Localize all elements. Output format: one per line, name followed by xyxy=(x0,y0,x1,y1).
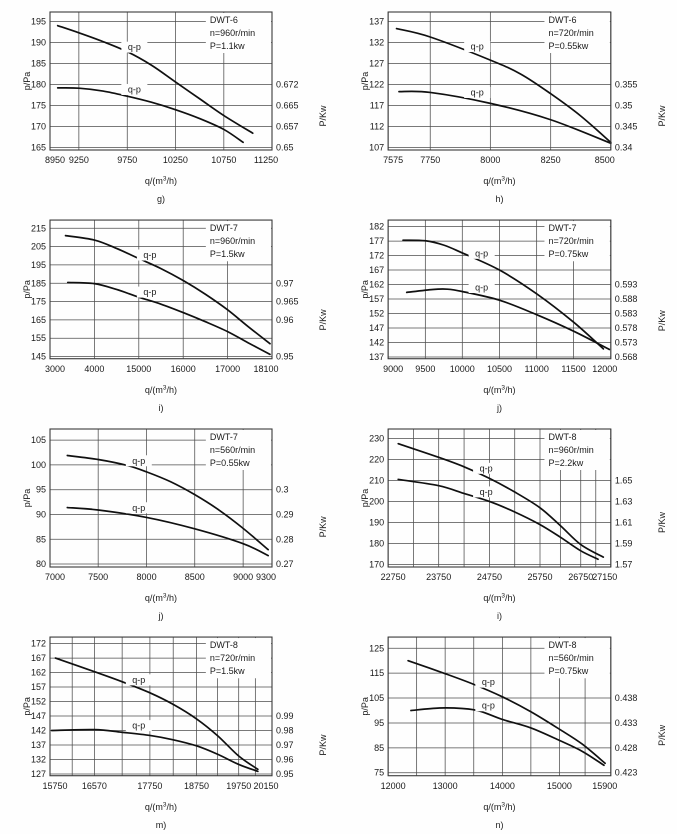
curve-label-power-curve: q-p xyxy=(479,486,493,497)
svg-text:8950: 8950 xyxy=(44,155,66,165)
y-axis-right-ticks xyxy=(276,278,299,361)
speed-label: n=720r/min xyxy=(209,653,256,664)
x-axis-label: $q/(m^3/h)$ xyxy=(483,592,516,603)
svg-text:112: 112 xyxy=(369,121,385,132)
svg-text:0.355: 0.355 xyxy=(614,79,638,90)
speed-label: n=960r/min xyxy=(209,28,256,38)
svg-text:1.57: 1.57 xyxy=(614,559,633,570)
curve-label-power-curve: q-p xyxy=(470,87,484,98)
power-curve xyxy=(68,283,270,355)
svg-text:10000: 10000 xyxy=(449,363,475,374)
y-axis-right-ticks xyxy=(615,475,633,569)
svg-text:230: 230 xyxy=(369,433,385,444)
x-axis-label: $q/(m^3/h)$ xyxy=(144,801,178,812)
chart-svg-g xyxy=(0,0,338,208)
svg-text:0.65: 0.65 xyxy=(276,142,294,153)
svg-text:0.568: 0.568 xyxy=(614,351,638,362)
y-axis-left-ticks xyxy=(31,435,46,569)
curve-label-power-curve: q-p xyxy=(143,287,157,298)
svg-text:190: 190 xyxy=(369,517,385,528)
svg-text:157: 157 xyxy=(30,682,46,693)
speed-label: n=560r/min xyxy=(548,653,594,664)
svg-text:162: 162 xyxy=(369,279,385,290)
x-axis-ticks xyxy=(383,364,617,374)
chart-svg-j2 xyxy=(0,417,338,625)
y-axis-left-title: p/Pa xyxy=(22,697,32,716)
chart-svg-i2 xyxy=(338,417,677,625)
chart-svg-j1 xyxy=(338,208,677,417)
svg-text:162: 162 xyxy=(30,667,46,678)
power-label: P=0.75kw xyxy=(548,666,589,677)
curve-label-pressure-curve: q-p xyxy=(127,42,141,53)
curve-label-power-curve: q-p xyxy=(127,84,141,95)
curve-label-pressure-curve: q-p xyxy=(470,41,484,52)
y-axis-left-title: p/Pa xyxy=(22,71,32,91)
svg-text:7750: 7750 xyxy=(420,155,441,165)
chart-svg-m xyxy=(0,625,338,834)
svg-text:0.578: 0.578 xyxy=(614,323,638,334)
svg-text:185: 185 xyxy=(30,278,46,289)
svg-text:152: 152 xyxy=(30,696,46,707)
speed-label: n=560r/min xyxy=(209,445,256,455)
figure-letter: n) xyxy=(495,819,504,830)
svg-text:1.61: 1.61 xyxy=(614,517,633,528)
curve-label-pressure-curve: q-p xyxy=(132,455,146,466)
svg-text:0.965: 0.965 xyxy=(276,296,299,307)
svg-text:117: 117 xyxy=(369,100,385,111)
svg-text:0.29: 0.29 xyxy=(276,509,294,520)
curve-label-power-curve: q-p xyxy=(481,700,495,711)
svg-text:145: 145 xyxy=(30,351,46,362)
svg-text:8000: 8000 xyxy=(136,572,157,582)
svg-text:27150: 27150 xyxy=(592,572,618,582)
svg-text:4000: 4000 xyxy=(84,363,105,374)
svg-text:132: 132 xyxy=(30,754,46,765)
svg-text:0.96: 0.96 xyxy=(276,314,294,325)
svg-text:11250: 11250 xyxy=(253,155,279,165)
power-curve xyxy=(411,708,604,765)
chart-n xyxy=(338,625,677,834)
svg-text:170: 170 xyxy=(30,121,46,132)
curve-label-pressure-curve: q-p xyxy=(143,250,157,261)
figure-letter: i) xyxy=(496,611,502,621)
svg-text:0.657: 0.657 xyxy=(276,121,299,132)
y-axis-left-ticks xyxy=(31,223,46,361)
power-curve xyxy=(407,289,610,349)
svg-text:132: 132 xyxy=(369,37,385,48)
x-axis-label: $q/(m^3/h)$ xyxy=(483,384,516,395)
x-axis-ticks xyxy=(45,364,279,374)
svg-text:142: 142 xyxy=(369,337,385,348)
speed-label: n=960r/min xyxy=(209,236,256,247)
x-axis-ticks xyxy=(381,781,618,791)
svg-text:15900: 15900 xyxy=(592,780,618,791)
svg-text:22750: 22750 xyxy=(380,572,406,582)
svg-text:8000: 8000 xyxy=(480,155,501,165)
model-label: DWT-7 xyxy=(209,432,238,442)
svg-text:8500: 8500 xyxy=(184,572,205,582)
speed-label: n=960r/min xyxy=(548,445,594,455)
svg-text:17000: 17000 xyxy=(215,363,241,374)
svg-text:100: 100 xyxy=(30,459,46,470)
x-axis-ticks xyxy=(383,155,615,165)
curve-label-pressure-curve: q-p xyxy=(475,248,489,259)
chart-i2 xyxy=(338,417,677,625)
svg-text:9500: 9500 xyxy=(415,363,436,374)
svg-text:80: 80 xyxy=(35,559,46,570)
svg-text:13000: 13000 xyxy=(432,780,458,791)
svg-text:0.423: 0.423 xyxy=(614,767,638,778)
svg-text:167: 167 xyxy=(30,653,46,664)
svg-text:17750: 17750 xyxy=(137,780,163,791)
y-axis-left-title: p/Pa xyxy=(22,488,32,508)
svg-text:1.63: 1.63 xyxy=(614,496,633,507)
y-axis-left-ticks xyxy=(369,16,384,152)
svg-text:26750: 26750 xyxy=(568,572,594,582)
curve-label-pressure-curve: q-p xyxy=(481,677,495,688)
svg-text:20150: 20150 xyxy=(253,780,279,791)
svg-text:122: 122 xyxy=(369,79,385,90)
svg-text:18100: 18100 xyxy=(253,363,279,374)
svg-text:175: 175 xyxy=(30,100,46,111)
svg-text:10250: 10250 xyxy=(162,155,188,165)
svg-text:85: 85 xyxy=(374,742,385,753)
y-axis-right-title: P/Kw xyxy=(656,105,667,127)
svg-text:0.583: 0.583 xyxy=(614,308,638,319)
svg-text:115: 115 xyxy=(369,668,385,679)
svg-text:0.97: 0.97 xyxy=(276,278,294,289)
svg-text:19750: 19750 xyxy=(226,780,252,791)
y-axis-right-title: P/Kw xyxy=(318,309,328,331)
model-label: DWT-8 xyxy=(209,640,238,651)
y-axis-left-ticks xyxy=(369,433,384,569)
svg-text:180: 180 xyxy=(369,538,385,549)
svg-text:172: 172 xyxy=(30,638,46,649)
svg-text:0.665: 0.665 xyxy=(276,100,299,111)
power-label: P=0.75kw xyxy=(548,249,589,260)
chart-svg-h xyxy=(338,0,677,208)
x-axis-ticks xyxy=(42,781,278,791)
svg-text:85: 85 xyxy=(35,534,46,545)
svg-text:0.34: 0.34 xyxy=(614,142,633,153)
model-label: DWT-8 xyxy=(548,432,577,442)
svg-text:0.95: 0.95 xyxy=(276,768,294,780)
svg-text:172: 172 xyxy=(369,250,385,261)
svg-text:7500: 7500 xyxy=(88,572,109,582)
svg-text:215: 215 xyxy=(30,223,46,234)
svg-text:15000: 15000 xyxy=(546,780,572,791)
chart-m xyxy=(0,625,338,834)
model-label: DWT-7 xyxy=(548,223,577,234)
x-axis-label: $q/(m^3/h)$ xyxy=(144,384,178,395)
speed-label: n=720r/min xyxy=(548,28,594,38)
y-axis-left-title: p/Pa xyxy=(360,280,371,299)
curve-label-pressure-curve: q-p xyxy=(132,674,146,685)
y-axis-right-title: P/Kw xyxy=(318,105,328,127)
y-axis-right-title: P/Kw xyxy=(318,734,328,756)
svg-text:7575: 7575 xyxy=(383,155,404,165)
chart-g xyxy=(0,0,338,208)
power-label: P=0.55kw xyxy=(548,41,589,51)
y-axis-left-title: p/Pa xyxy=(360,488,371,508)
svg-text:0.35: 0.35 xyxy=(614,100,633,111)
svg-text:24750: 24750 xyxy=(476,572,502,582)
svg-text:195: 195 xyxy=(30,259,46,270)
svg-text:0.98: 0.98 xyxy=(276,725,294,736)
y-axis-right-title: P/Kw xyxy=(656,310,667,332)
y-axis-left-ticks xyxy=(369,643,384,777)
curve-label-power-curve: q-p xyxy=(475,282,489,293)
svg-text:137: 137 xyxy=(369,16,385,27)
curve-label-pressure-curve: q-p xyxy=(479,463,493,474)
svg-text:107: 107 xyxy=(369,142,385,153)
svg-text:127: 127 xyxy=(369,58,385,69)
svg-text:147: 147 xyxy=(30,711,46,722)
svg-text:152: 152 xyxy=(369,308,385,319)
figure-letter: j) xyxy=(158,611,164,621)
svg-text:0.588: 0.588 xyxy=(614,294,638,305)
curve-label-power-curve: q-p xyxy=(132,502,146,513)
y-axis-left-ticks xyxy=(31,16,46,152)
power-label: P=2.2kw xyxy=(548,458,584,468)
power-curve xyxy=(58,88,243,142)
svg-text:205: 205 xyxy=(30,241,46,252)
power-label: P=0.55kw xyxy=(209,458,250,468)
svg-text:11000: 11000 xyxy=(524,363,549,374)
svg-text:0.28: 0.28 xyxy=(276,534,294,545)
x-axis-ticks xyxy=(45,155,278,165)
model-label: DWT-8 xyxy=(548,640,577,651)
svg-text:137: 137 xyxy=(369,351,385,362)
chart-j2 xyxy=(0,417,338,625)
svg-text:105: 105 xyxy=(30,435,46,446)
y-axis-right-title: P/Kw xyxy=(656,724,667,746)
svg-text:95: 95 xyxy=(35,484,46,495)
svg-text:0.3: 0.3 xyxy=(276,484,289,495)
svg-text:0.573: 0.573 xyxy=(614,337,638,348)
power-label: P=1.5kw xyxy=(209,666,245,677)
svg-text:16570: 16570 xyxy=(81,780,107,791)
figure-letter: i) xyxy=(158,402,164,413)
y-axis-left-title: p/Pa xyxy=(22,280,32,299)
power-curve xyxy=(399,91,611,143)
svg-text:142: 142 xyxy=(30,725,46,736)
x-axis-label: $q/(m^3/h)$ xyxy=(144,592,178,603)
svg-text:177: 177 xyxy=(369,236,385,247)
svg-text:12000: 12000 xyxy=(380,780,406,791)
svg-text:105: 105 xyxy=(369,693,385,704)
svg-text:8500: 8500 xyxy=(594,155,615,165)
y-axis-right-ticks xyxy=(276,711,294,779)
chart-svg-i1 xyxy=(0,208,338,417)
svg-text:9750: 9750 xyxy=(117,155,138,165)
model-label: DWT-7 xyxy=(209,223,238,234)
svg-text:95: 95 xyxy=(374,717,385,728)
x-axis-label: $q/(m^3/h)$ xyxy=(483,175,516,186)
svg-text:9250: 9250 xyxy=(68,155,89,165)
y-axis-left-title: p/Pa xyxy=(360,697,371,716)
svg-text:185: 185 xyxy=(30,58,46,69)
model-label: DWT-6 xyxy=(209,15,238,25)
x-axis-label: $q/(m^3/h)$ xyxy=(483,801,516,812)
x-axis-label: $q/(m^3/h)$ xyxy=(144,175,178,186)
y-axis-right-ticks xyxy=(615,280,638,362)
svg-text:75: 75 xyxy=(374,767,385,778)
y-axis-right-ticks xyxy=(615,693,638,778)
svg-text:0.99: 0.99 xyxy=(276,711,294,722)
svg-text:180: 180 xyxy=(30,79,46,90)
svg-text:11500: 11500 xyxy=(561,363,586,374)
svg-text:175: 175 xyxy=(30,296,46,307)
y-axis-right-title: P/Kw xyxy=(656,511,667,533)
svg-text:1.65: 1.65 xyxy=(614,475,633,486)
svg-text:165: 165 xyxy=(30,142,46,153)
svg-text:90: 90 xyxy=(35,509,46,520)
figure-letter: j) xyxy=(496,402,502,413)
svg-text:127: 127 xyxy=(30,768,46,780)
chart-i1 xyxy=(0,208,338,417)
svg-text:0.593: 0.593 xyxy=(614,279,638,290)
svg-text:0.672: 0.672 xyxy=(276,79,299,90)
svg-text:0.96: 0.96 xyxy=(276,754,294,765)
svg-text:23750: 23750 xyxy=(426,572,452,582)
power-curve xyxy=(52,730,258,772)
model-label: DWT-6 xyxy=(548,15,577,25)
svg-text:7000: 7000 xyxy=(44,572,66,582)
svg-text:15000: 15000 xyxy=(126,363,152,374)
y-axis-left-ticks xyxy=(369,222,384,362)
y-axis-right-ticks xyxy=(276,485,294,569)
svg-text:10750: 10750 xyxy=(211,155,237,165)
power-label: P=1.5kw xyxy=(209,249,245,260)
svg-text:3000: 3000 xyxy=(44,363,66,374)
svg-text:200: 200 xyxy=(369,496,385,507)
power-label: P=1.1kw xyxy=(209,41,245,51)
svg-text:1.59: 1.59 xyxy=(614,538,633,549)
svg-text:170: 170 xyxy=(369,559,385,570)
svg-text:16000: 16000 xyxy=(170,363,196,374)
y-axis-left-ticks xyxy=(31,639,46,779)
svg-text:137: 137 xyxy=(30,739,46,751)
y-axis-right-ticks xyxy=(615,79,638,152)
chart-j1 xyxy=(338,208,677,417)
svg-text:25750: 25750 xyxy=(527,572,553,582)
svg-text:12000: 12000 xyxy=(592,363,618,374)
svg-text:9300: 9300 xyxy=(255,572,277,582)
svg-text:182: 182 xyxy=(369,221,385,232)
svg-text:15750: 15750 xyxy=(42,780,68,791)
svg-text:8250: 8250 xyxy=(540,155,561,165)
x-axis-ticks xyxy=(381,572,618,582)
svg-text:0.438: 0.438 xyxy=(614,693,638,704)
chart-h xyxy=(338,0,677,208)
svg-text:18750: 18750 xyxy=(184,780,210,791)
svg-text:157: 157 xyxy=(369,294,385,305)
svg-text:0.95: 0.95 xyxy=(276,351,294,362)
svg-text:125: 125 xyxy=(369,643,385,654)
svg-text:14000: 14000 xyxy=(489,780,515,791)
chart-svg-n xyxy=(338,625,677,834)
svg-text:0.345: 0.345 xyxy=(614,121,638,132)
svg-text:9000: 9000 xyxy=(383,363,404,374)
svg-text:220: 220 xyxy=(369,454,385,465)
y-axis-left-title: p/Pa xyxy=(360,71,371,91)
svg-text:210: 210 xyxy=(369,475,385,486)
figure-letter: m) xyxy=(155,819,167,830)
svg-text:0.27: 0.27 xyxy=(276,559,294,570)
figure-letter: g) xyxy=(156,194,166,204)
svg-text:155: 155 xyxy=(30,333,46,344)
svg-text:190: 190 xyxy=(30,37,46,48)
svg-text:9000: 9000 xyxy=(233,572,254,582)
x-axis-ticks xyxy=(45,572,276,582)
y-axis-right-title: P/Kw xyxy=(318,516,328,538)
figure-letter: h) xyxy=(495,194,504,204)
svg-text:0.433: 0.433 xyxy=(614,717,638,728)
svg-text:0.97: 0.97 xyxy=(276,739,294,751)
svg-text:167: 167 xyxy=(369,265,385,276)
svg-text:10500: 10500 xyxy=(486,363,513,374)
curve-label-power-curve: q-p xyxy=(132,720,146,731)
y-axis-right-ticks xyxy=(276,79,299,152)
speed-label: n=720r/min xyxy=(548,236,594,247)
svg-text:195: 195 xyxy=(30,16,46,27)
svg-text:0.428: 0.428 xyxy=(614,742,638,753)
svg-text:147: 147 xyxy=(369,323,385,334)
svg-text:165: 165 xyxy=(30,314,46,325)
